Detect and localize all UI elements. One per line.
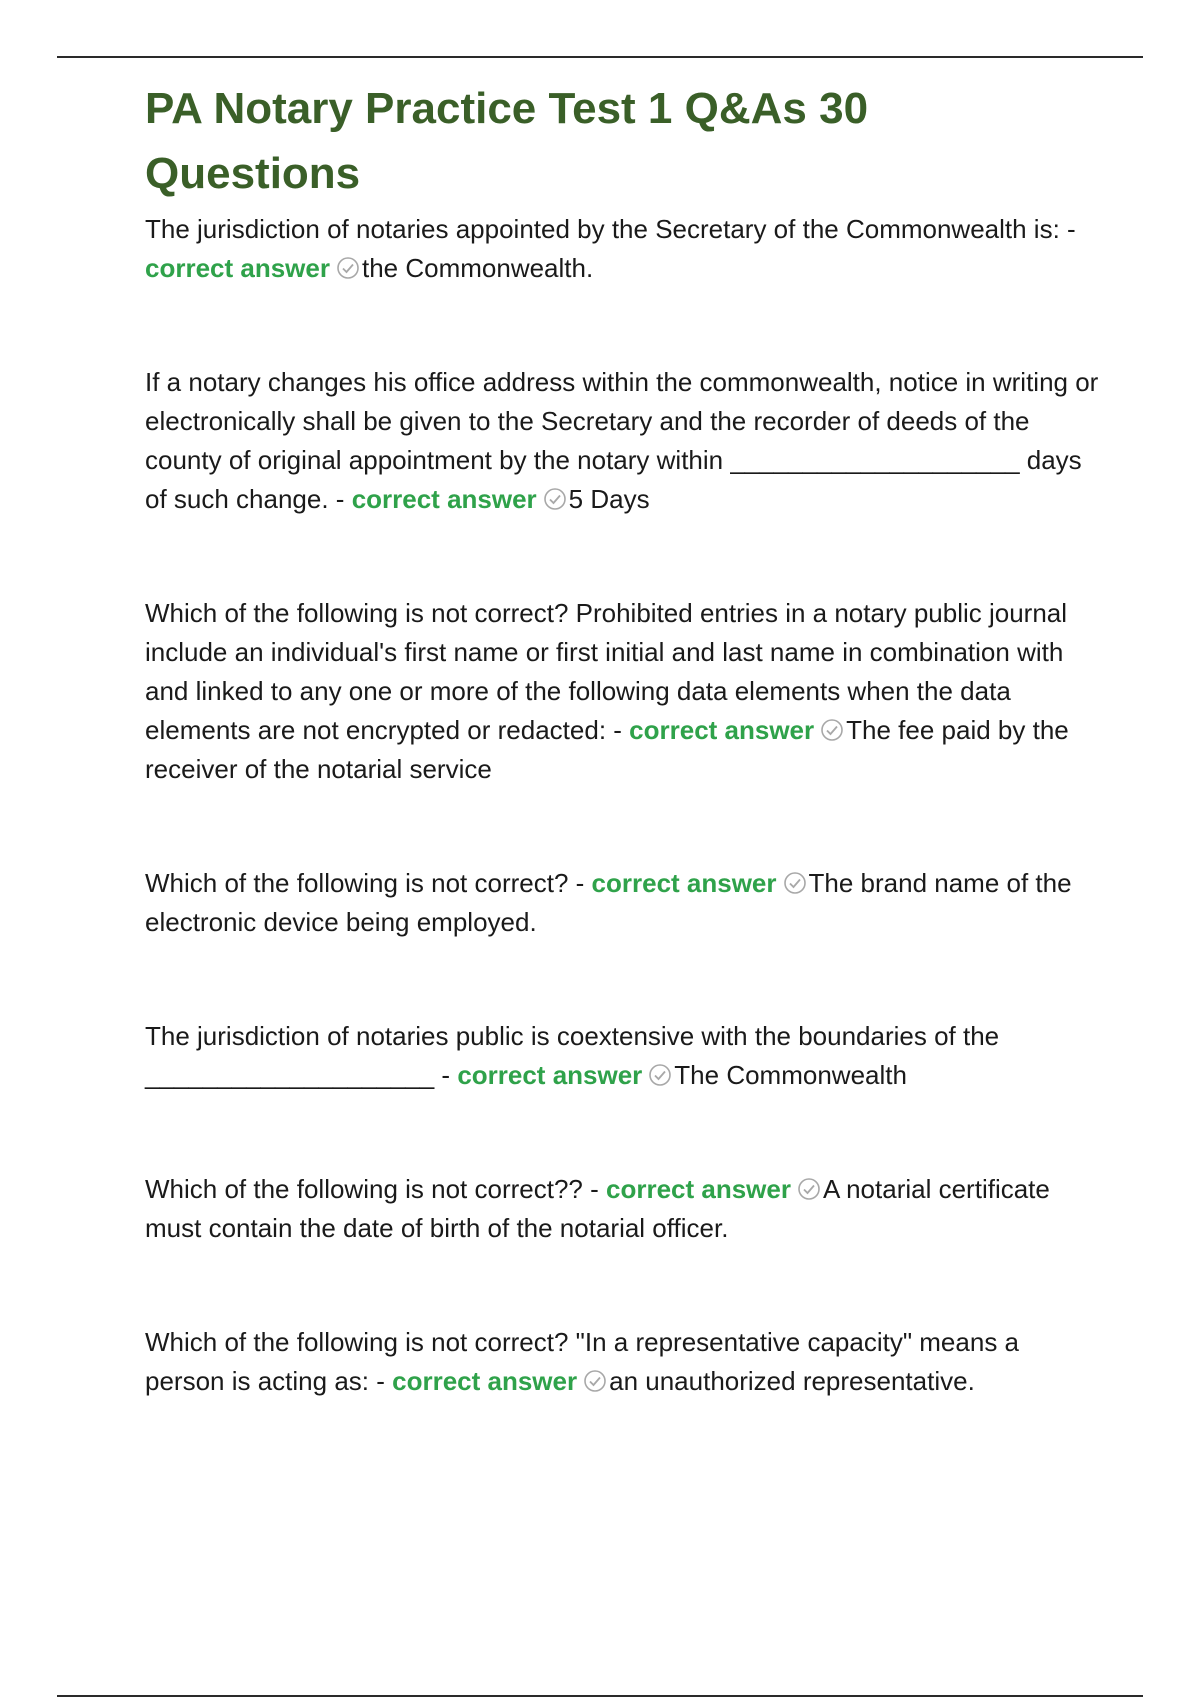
answer-text: A notarial certificate must contain the date of birth of the notarial officer.	[145, 1174, 1050, 1243]
top-rule	[57, 56, 1143, 58]
check-circle-icon	[583, 1369, 607, 1393]
separator: -	[328, 484, 352, 514]
question-text: The jurisdiction of notaries appointed by the Secretary of the Commonwealth is:	[145, 214, 1060, 244]
separator: -	[568, 868, 592, 898]
answer-text: The brand name of the electronic device being employed.	[145, 868, 1072, 937]
question-text: Which of the following is not correct?	[145, 868, 569, 898]
answer-text: The fee paid by the receiver of the notarial service	[145, 715, 1069, 784]
question-text: The jurisdiction of notaries public is coextensive with the boundaries of the ____________________	[145, 1021, 1000, 1090]
answer-text: the Commonwealth.	[361, 253, 594, 283]
separator: -	[606, 715, 630, 745]
separator: -	[582, 1174, 606, 1204]
answer-text: an unauthorized representative.	[609, 1366, 975, 1396]
answer-text: 5 Days	[568, 484, 650, 514]
qa-item	[145, 594, 1100, 789]
bottom-rule	[57, 1695, 1143, 1697]
check-circle-icon	[783, 871, 807, 895]
question-text: Which of the following is not correct? "In a representative capacity" means a person is acting as:	[145, 1327, 1019, 1396]
question-text: Which of the following is not correct? Prohibited entries in a notary public journal include an individual's first name or first initial and last name in combination with and linked to any one or more of the following data elements when the data elements are not encrypted or redacted:	[145, 598, 1068, 745]
answer-label: correct answer	[591, 868, 777, 898]
question-text: If a notary changes his office address within the commonwealth, notice in writing or electronically shall be given to the Secretary and the recorder of deeds of the county of original appointment by the notary within ____________________ days of such change.	[145, 367, 1099, 514]
answer-label: correct answer	[392, 1366, 578, 1396]
answer-label: correct answer	[351, 484, 537, 514]
answer-text: The Commonwealth	[674, 1060, 907, 1090]
answer-label: correct answer	[605, 1174, 791, 1204]
answer-label: correct answer	[629, 715, 815, 745]
qa-item	[145, 1170, 1100, 1248]
check-circle-icon	[797, 1177, 821, 1201]
qa-item	[145, 210, 1100, 288]
check-circle-icon	[336, 256, 360, 280]
check-circle-icon	[648, 1063, 672, 1087]
separator: -	[369, 1366, 393, 1396]
check-circle-icon	[543, 487, 567, 511]
qa-item	[145, 363, 1100, 519]
qa-item	[145, 1323, 1100, 1401]
question-text: Which of the following is not correct??	[145, 1174, 583, 1204]
separator: -	[434, 1060, 458, 1090]
qa-item	[145, 1017, 1100, 1095]
page-title: PA Notary Practice Test 1 Q&As 30 Questions	[145, 84, 869, 198]
qa-item	[145, 864, 1100, 942]
document-body	[145, 76, 1100, 1476]
answer-label: correct answer	[145, 253, 330, 283]
check-circle-icon	[820, 718, 844, 742]
answer-label: correct answer	[457, 1060, 643, 1090]
separator: -	[1059, 214, 1076, 244]
